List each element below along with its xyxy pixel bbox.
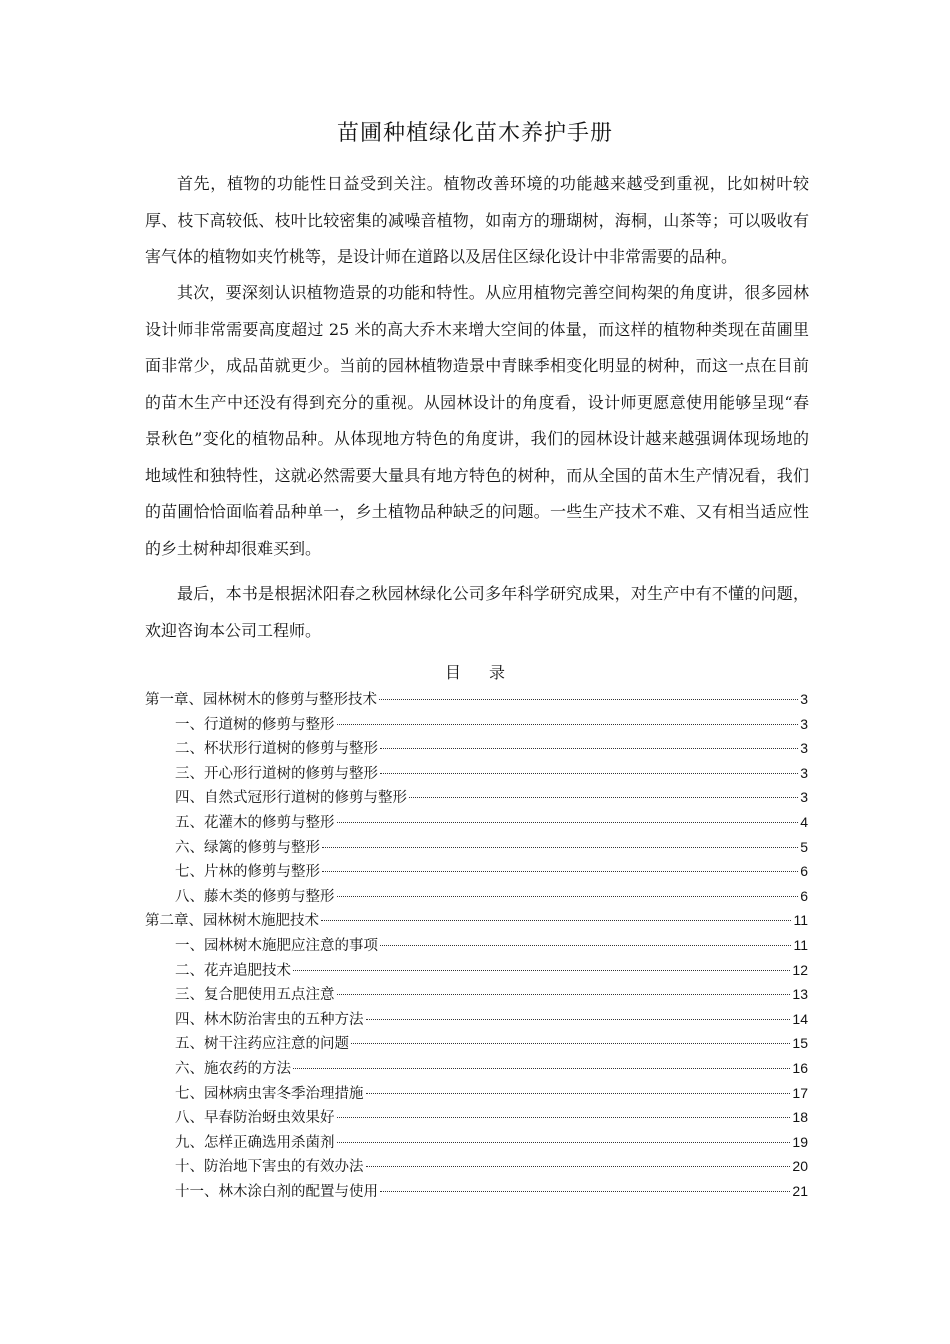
toc-page-number: 5: [800, 838, 808, 855]
toc-section-entry[interactable]: [145, 983, 808, 1008]
toc-page-number: 3: [800, 764, 808, 781]
toc-entry-title: 八、早春防治蚜虫效果好: [175, 1110, 335, 1127]
toc-page-number: 19: [792, 1133, 808, 1150]
toc-dot-leader: [379, 699, 798, 700]
toc-page-number: 21: [792, 1182, 808, 1199]
toc-dot-leader: [322, 871, 798, 872]
toc-chapter-entry[interactable]: [145, 909, 808, 934]
toc-entry-title: 一、行道树的修剪与整形: [175, 716, 335, 733]
toc-section-entry[interactable]: [145, 1082, 808, 1107]
toc-entry-title: 一、园林树木施肥应注意的事项: [175, 937, 378, 954]
toc-entry-title: 九、怎样正确选用杀菌剂: [175, 1134, 335, 1151]
toc-dot-leader: [293, 970, 790, 971]
toc-dot-leader: [322, 847, 798, 848]
toc-page-number: 3: [800, 740, 808, 757]
toc-section-entry[interactable]: [145, 1057, 808, 1082]
toc-dot-leader: [351, 1043, 790, 1044]
toc-dot-leader: [380, 773, 798, 774]
toc-page-number: 18: [792, 1109, 808, 1126]
toc-dot-leader: [337, 1142, 791, 1143]
toc-entry-title: 三、复合肥使用五点注意: [175, 987, 335, 1004]
toc-dot-leader: [366, 1093, 791, 1094]
toc-section-entry[interactable]: [145, 1106, 808, 1131]
toc-section-entry[interactable]: [145, 786, 808, 811]
toc-heading-right: 录: [489, 663, 506, 682]
toc-section-entry[interactable]: [145, 959, 808, 984]
toc-page-number: 16: [792, 1059, 808, 1076]
toc-section-entry[interactable]: [145, 1155, 808, 1180]
toc-page-number: 3: [800, 691, 808, 707]
toc-page-number: 13: [792, 986, 808, 1003]
toc-page-number: 3: [800, 715, 808, 732]
toc-page-number: 12: [792, 961, 808, 978]
toc-section-entry[interactable]: [145, 762, 808, 787]
toc-section-entry[interactable]: [145, 934, 808, 959]
toc-heading-left: 目: [444, 663, 461, 682]
intro-paragraph-3: 最后，本书是根据沭阳春之秋园林绿化公司多年科学研究成果，对生产中有不懂的问题，欢迎咨询本公司工程师。: [145, 584, 809, 640]
toc-dot-leader: [337, 724, 799, 725]
toc-dot-leader: [409, 797, 798, 798]
toc-entry-title: 七、园林病虫害冬季治理措施: [175, 1085, 364, 1102]
toc-section-entry[interactable]: [145, 1131, 808, 1156]
toc-dot-leader: [337, 1117, 791, 1118]
toc-entry-title: 二、花卉追肥技术: [175, 962, 291, 979]
toc-entry-title: 六、绿篱的修剪与整形: [175, 839, 320, 856]
toc-section-entry[interactable]: [145, 1008, 808, 1033]
toc-page-number: 11: [793, 912, 808, 929]
toc-entry-title: 十、防治地下害虫的有效办法: [175, 1159, 364, 1176]
toc-entry-title: 五、树干注药应注意的问题: [175, 1036, 349, 1053]
toc-dot-leader: [321, 920, 791, 921]
toc-section-entry[interactable]: [145, 836, 808, 861]
toc-chapter-entry[interactable]: [145, 688, 808, 713]
toc-dot-leader: [380, 1191, 790, 1192]
toc-entry-title: 三、开心形行道树的修剪与整形: [175, 765, 378, 782]
toc-page-number: 20: [792, 1158, 808, 1175]
toc-entry-title: 四、林木防治害虫的五种方法: [175, 1011, 364, 1028]
toc-page-number: 6: [800, 887, 808, 904]
toc-entry-title: 五、花灌木的修剪与整形: [175, 814, 335, 831]
toc-page-number: 15: [792, 1035, 808, 1052]
toc-dot-leader: [337, 994, 791, 995]
table-of-contents: [145, 688, 808, 1204]
toc-dot-leader: [366, 1166, 791, 1167]
intro-paragraph-2: 其次，要深刻认识植物造景的功能和特性。从应用植物完善空间构架的角度讲，很多园林设计师非常需要高度超过 25 米的高大乔木来增大空间的体量，而这样的植物种类现在苗圃里面非常少，成品苗就更少。当前的园林植物造景中青睐季相变化明显的树种，而这一点在目前的苗木生产中还没有得到充分的重视。从园林设计的角度看，设计师更愿意使用能够呈现“春景秋色”变化的植物品种。从体现地方特色的角度讲，我们的园林设计越来越强调体现场地的地域性和独特性，这就必然需要大量具有地方特色的树种，而从全国的苗木生产情况看，我们的苗圃恰恰面临着品种单一，乡土植物品种缺乏的问题。一些生产技术不难、又有相当适应性的乡土树种却很难买到。: [145, 283, 809, 558]
toc-entry-title: 四、自然式冠形行道树的修剪与整形: [175, 790, 407, 807]
toc-dot-leader: [337, 822, 799, 823]
toc-section-entry[interactable]: [145, 811, 808, 836]
toc-page-number: 14: [792, 1010, 808, 1027]
toc-page-number: 11: [793, 936, 808, 953]
toc-dot-leader: [293, 1068, 790, 1069]
intro-paragraph-1: 首先，植物的功能性日益受到关注。植物改善环境的功能越来越受到重视，比如树叶较厚、枝下高较低、枝叶比较密集的减噪音植物，如南方的珊瑚树，海桐，山茶等；可以吸收有害气体的植物如夹竹桃等，是设计师在道路以及居住区绿化设计中非常需要的品种。: [145, 174, 809, 266]
toc-page-number: 4: [800, 813, 808, 830]
toc-section-entry[interactable]: [145, 713, 808, 738]
toc-entry-title: 第一章、园林树木的修剪与整形技术: [145, 692, 377, 708]
toc-page-number: 17: [792, 1084, 808, 1101]
toc-entry-title: 八、藤木类的修剪与整形: [175, 888, 335, 905]
document-title: 苗圃种植绿化苗木养护手册: [336, 121, 613, 146]
toc-entry-title: 七、片林的修剪与整形: [175, 864, 320, 881]
toc-section-entry[interactable]: [145, 860, 808, 885]
toc-entry-title: 第二章、园林树木施肥技术: [145, 913, 319, 930]
toc-section-entry[interactable]: [145, 1032, 808, 1057]
toc-section-entry[interactable]: [145, 1180, 808, 1205]
toc-dot-leader: [380, 748, 798, 749]
toc-entry-title: 六、施农药的方法: [175, 1060, 291, 1077]
toc-dot-leader: [337, 896, 799, 897]
toc-page-number: 6: [800, 863, 808, 880]
toc-entry-title: 二、杯状形行道树的修剪与整形: [175, 741, 378, 758]
toc-heading: [0, 660, 950, 683]
toc-dot-leader: [380, 945, 791, 946]
toc-page-number: 3: [800, 789, 808, 806]
toc-dot-leader: [366, 1019, 791, 1020]
toc-section-entry[interactable]: [145, 885, 808, 910]
toc-section-entry[interactable]: [145, 737, 808, 762]
toc-entry-title: 十一、林木涂白剂的配置与使用: [175, 1183, 378, 1200]
